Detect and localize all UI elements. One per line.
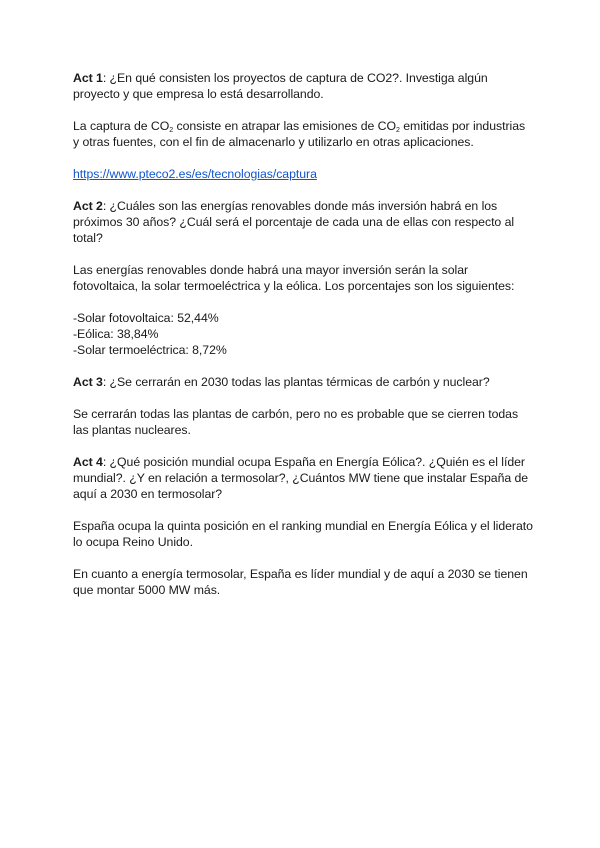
co2-subscript: 2 <box>169 127 174 134</box>
act1-answer-part-a: La captura de CO <box>73 119 170 133</box>
act3-question <box>73 374 533 390</box>
act2-question-text: : ¿Cuáles son las energías renovables donde más inversión habrá en los próximos 30 años? ¿Cuál será el porcentaje de cada una de ellas con respecto al total? <box>73 199 515 245</box>
act1-answer-part-b: consiste en atrapar las emisiones de CO <box>173 119 396 133</box>
act3-label: Act 3 <box>73 375 103 389</box>
act4-question <box>73 454 533 502</box>
list-item: -Eólica: 38,84% <box>73 327 159 341</box>
document-page <box>73 70 533 598</box>
act1-answer-part-c: emitidas por industrias y otras fuentes, con el fin de almacenarlo y utilizarlo en otras aplicaciones. <box>73 119 526 149</box>
act3-answer: Se cerrarán todas las plantas de carbón, pero no es probable que se cierren todas las plantas nucleares. <box>73 407 519 437</box>
pteco2-link[interactable]: https://www.pteco2.es/es/tecnologias/captura <box>73 167 317 181</box>
list-item: -Solar fotovoltaica: 52,44% <box>73 311 219 325</box>
act4-answer-wind: España ocupa la quinta posición en el ranking mundial en Energía Eólica y el liderato lo ocupa Reino Unido. <box>73 519 533 549</box>
act1-question-text: : ¿En qué consisten los proyectos de captura de CO2?. Investiga algún proyecto y que empresa lo está desarrollando. <box>73 71 488 101</box>
act4-question-text: : ¿Qué posición mundial ocupa España en Energía Eólica?. ¿Quién es el líder mundial?. ¿Y en relación a termosolar?, ¿Cuántos MW tiene que instalar España de aquí a 2030 en termosolar? <box>73 455 529 501</box>
act1-label: Act 1 <box>73 71 103 85</box>
act4-answer-solar: En cuanto a energía termosolar, España es líder mundial y de aquí a 2030 se tienen que montar 5000 MW más. <box>73 567 528 597</box>
act1-question <box>73 70 533 102</box>
co2-subscript: 2 <box>396 127 400 134</box>
act4-label: Act 4 <box>73 455 103 469</box>
act3-question-text: : ¿Se cerrarán en 2030 todas las plantas térmicas de carbón y nuclear? <box>102 375 490 389</box>
act2-label: Act 2 <box>73 199 103 213</box>
list-item: -Solar termoeléctrica: 8,72% <box>73 343 227 357</box>
act2-question <box>73 198 533 246</box>
act2-answer: Las energías renovables donde habrá una mayor inversión serán la solar fotovoltaica, la solar termoeléctrica y la eólica. Los porcentajes son los siguientes: <box>73 263 515 293</box>
act1-answer <box>73 118 533 150</box>
